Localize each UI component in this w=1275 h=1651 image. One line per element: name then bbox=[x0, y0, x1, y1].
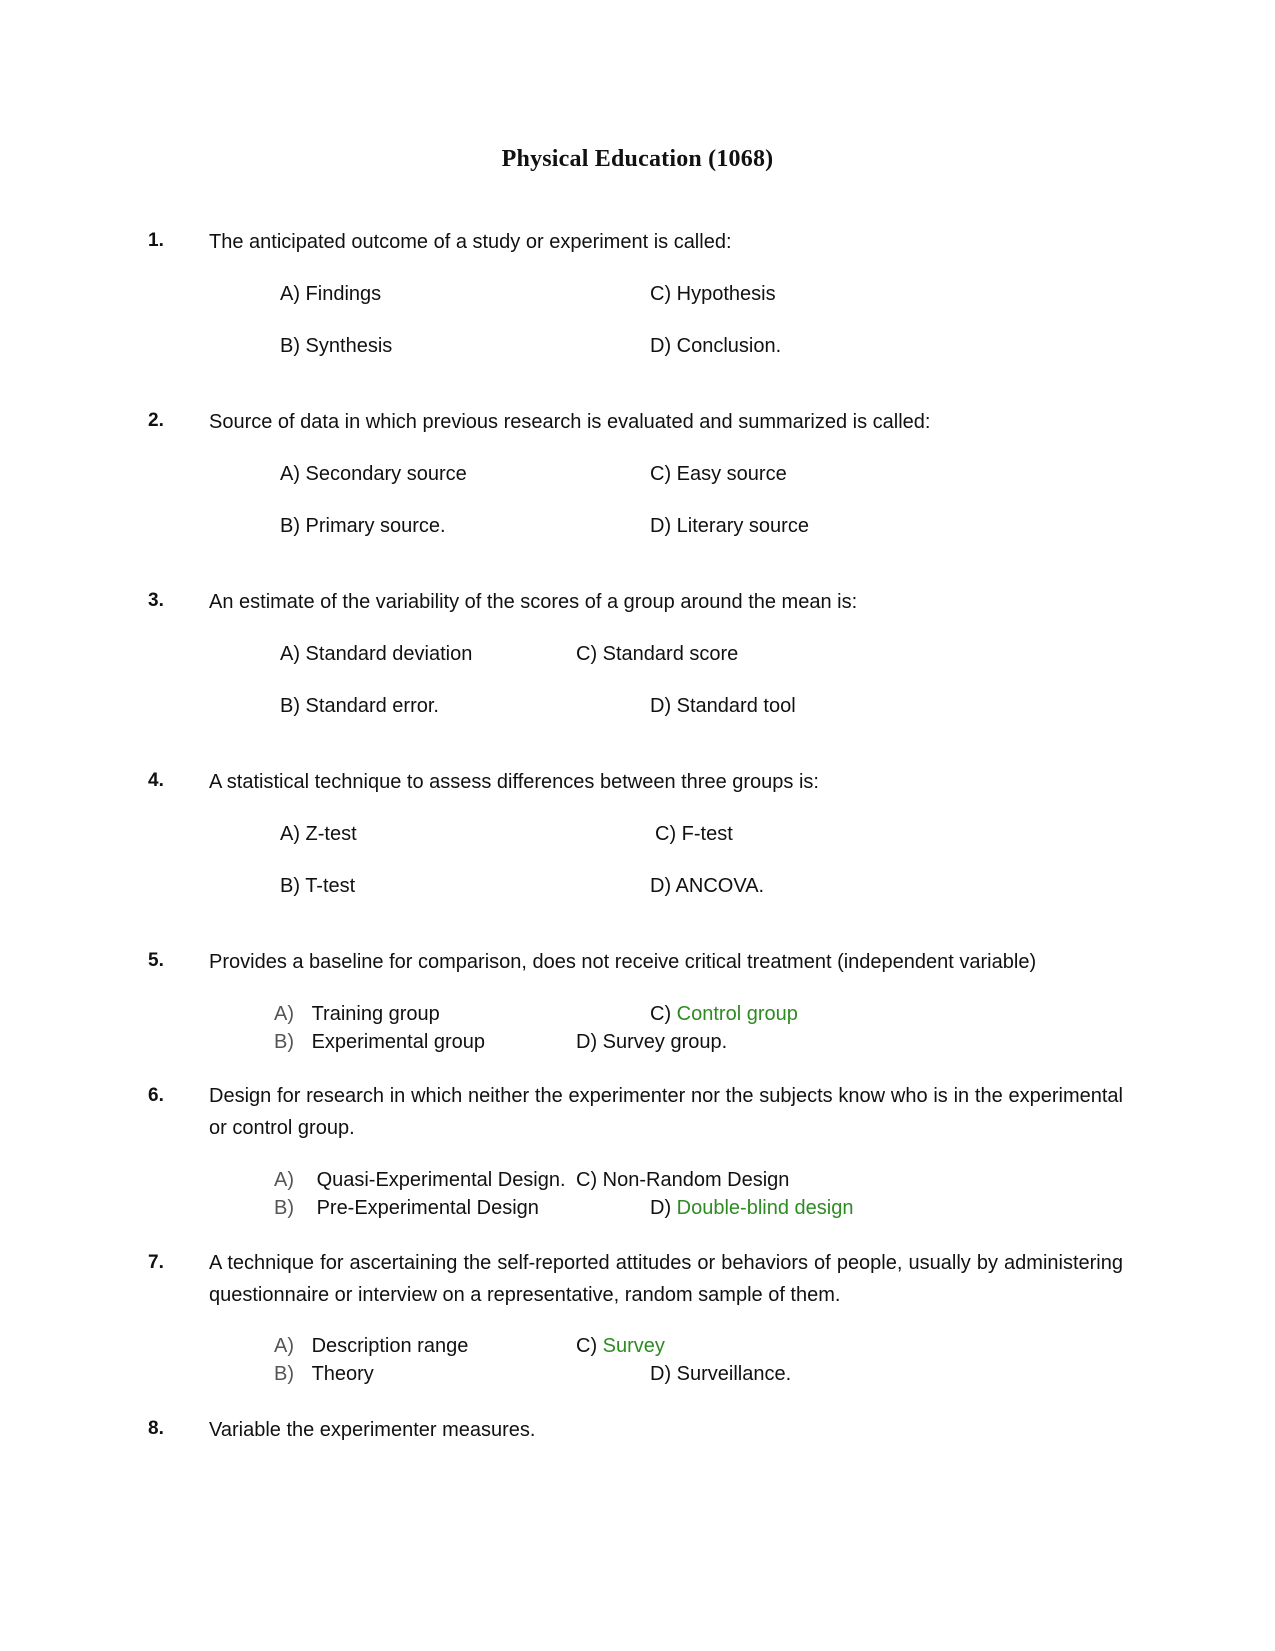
option-a: A) Standard deviation bbox=[280, 643, 473, 665]
question-text: A statistical technique to assess differences between three groups is: bbox=[209, 771, 819, 793]
option-letter: A) bbox=[274, 1335, 294, 1357]
option-a bbox=[274, 1168, 566, 1192]
option-text: Experimental group bbox=[311, 1031, 485, 1053]
option-b: B) Synthesis bbox=[280, 335, 393, 357]
option-c: C) Non-Random Design bbox=[576, 1169, 790, 1191]
option-text: Training group bbox=[311, 1003, 440, 1025]
option-d: D) Survey group. bbox=[576, 1031, 728, 1053]
option-a bbox=[274, 1002, 440, 1026]
option-c-correct bbox=[650, 1002, 798, 1026]
option-b bbox=[274, 1030, 485, 1054]
option-letter: B) bbox=[274, 1197, 294, 1219]
option-letter: C) bbox=[576, 1335, 598, 1357]
option-c: C) Easy source bbox=[650, 463, 787, 485]
option-b: B) Standard error. bbox=[280, 695, 439, 717]
question-text: Source of data in which previous research is evaluated and summarized is called: bbox=[209, 411, 931, 433]
option-d: D) ANCOVA. bbox=[650, 875, 765, 897]
option-d: D) Conclusion. bbox=[650, 335, 782, 357]
option-a: A) Findings bbox=[280, 283, 382, 305]
option-d: D) Standard tool bbox=[650, 695, 796, 717]
question-text: A technique for ascertaining the self-reported attitudes or behaviors of people, usually by administering questionnaire or interview on a representative, random sample of them. bbox=[209, 1252, 1123, 1306]
option-c-correct bbox=[576, 1334, 665, 1358]
option-letter: B) bbox=[274, 1031, 294, 1053]
question-number: 3. bbox=[148, 590, 164, 611]
option-d: D) Literary source bbox=[650, 515, 809, 537]
option-b bbox=[274, 1362, 374, 1386]
question-number: 5. bbox=[148, 950, 164, 971]
option-b: B) T-test bbox=[280, 875, 356, 897]
question-text: The anticipated outcome of a study or experiment is called: bbox=[209, 231, 732, 253]
correct-answer: Double-blind design bbox=[676, 1197, 854, 1219]
option-text: Quasi-Experimental Design. bbox=[316, 1169, 566, 1191]
option-c: C) Standard score bbox=[576, 643, 739, 665]
option-d: D) Surveillance. bbox=[650, 1363, 792, 1385]
option-d-correct bbox=[650, 1196, 853, 1220]
option-a: A) Z-test bbox=[280, 823, 357, 845]
correct-answer: Control group bbox=[676, 1003, 798, 1025]
option-letter: A) bbox=[274, 1169, 294, 1191]
option-letter: A) bbox=[274, 1003, 294, 1025]
option-b bbox=[274, 1196, 539, 1220]
question-text: Design for research in which neither the experimenter nor the subjects know who is in the experimental or control group. bbox=[209, 1085, 1123, 1139]
option-a: A) Secondary source bbox=[280, 463, 467, 485]
option-a bbox=[274, 1334, 468, 1358]
option-text: Pre-Experimental Design bbox=[316, 1197, 539, 1219]
option-text: Theory bbox=[311, 1363, 374, 1385]
correct-answer: Survey bbox=[602, 1335, 665, 1357]
option-letter: C) bbox=[650, 1003, 672, 1025]
option-letter: D) bbox=[650, 1197, 672, 1219]
question-text: Variable the experimenter measures. bbox=[209, 1419, 536, 1441]
option-letter: B) bbox=[274, 1363, 294, 1385]
question-text: An estimate of the variability of the scores of a group around the mean is: bbox=[209, 591, 858, 613]
question-number: 4. bbox=[148, 770, 164, 791]
page-title: Physical Education (1068) bbox=[501, 146, 774, 172]
option-text: Description range bbox=[311, 1335, 469, 1357]
question-number: 6. bbox=[148, 1085, 164, 1106]
question-text: Provides a baseline for comparison, does not receive critical treatment (independent variable) bbox=[209, 951, 1037, 973]
question-number: 8. bbox=[148, 1418, 164, 1439]
option-c: C) Hypothesis bbox=[650, 283, 776, 305]
question-number: 2. bbox=[148, 410, 164, 431]
option-b: B) Primary source. bbox=[280, 515, 446, 537]
question-number: 7. bbox=[148, 1252, 164, 1273]
question-number: 1. bbox=[148, 230, 164, 251]
option-c: C) F-test bbox=[655, 823, 733, 845]
